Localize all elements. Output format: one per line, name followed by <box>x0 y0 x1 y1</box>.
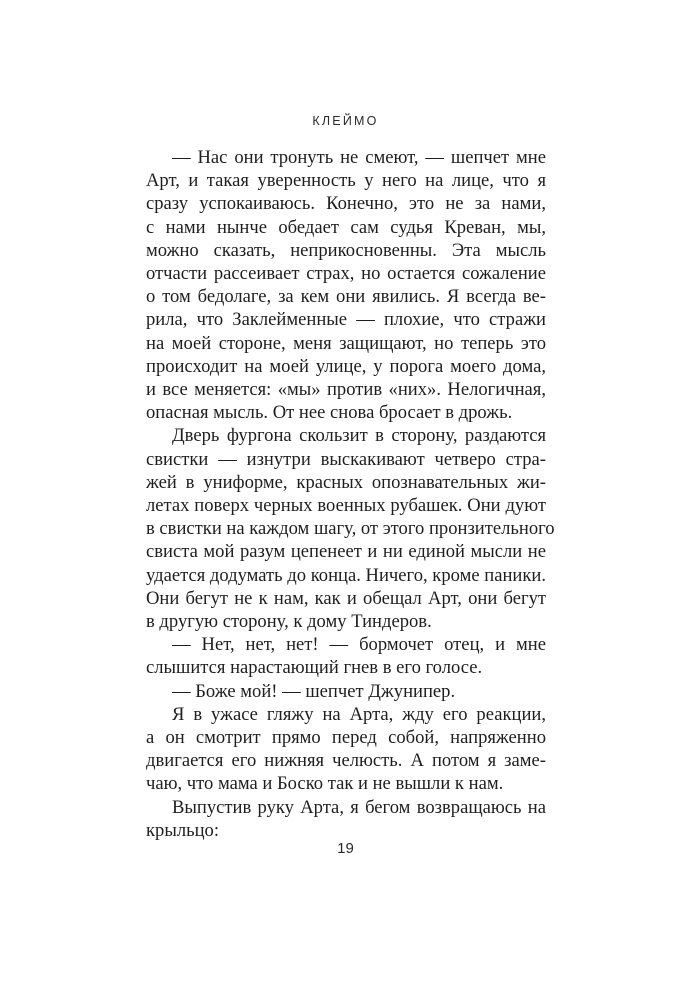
text-line: в другую сторону, к дому Тиндеров. <box>146 611 432 633</box>
text-line: о том бедолаге, за кем они явились. Я всегда ве- <box>146 286 546 308</box>
text-line: Они бегут не к нам, как и обещал Арт, они бегут <box>146 587 546 609</box>
paragraph <box>146 796 546 842</box>
text-line: чаю, что мама и Боско так и не вышли к нам. <box>146 773 504 795</box>
text-line: — Нет, нет, нет! — бормочет отец, и мне <box>172 634 546 656</box>
text-line: свиста мой разум цепенеет и ни единой мысли не <box>146 541 546 563</box>
text-line: свистки — изнутри выскакивают четверо стра- <box>146 448 546 470</box>
page-number: 19 <box>337 840 354 857</box>
paragraph <box>146 680 546 703</box>
paragraph <box>146 633 546 679</box>
text-line: летах поверх черных военных рубашек. Они дуют <box>146 495 546 517</box>
text-line: можно сказать, неприкосновенны. Эта мысль <box>146 239 546 261</box>
paragraph <box>146 703 546 796</box>
text-line: Дверь фургона скользит в сторону, раздаются <box>172 425 546 447</box>
text-line: опасная мысль. От нее снова бросает в дрожь. <box>146 402 513 424</box>
text-line: сразу успокаиваюсь. Конечно, это не за нами, <box>146 193 546 215</box>
text-line: — Нас они тронуть не смеют, — шепчет мне <box>172 147 546 168</box>
text-line: с нами нынче обедает сам судья Креван, мы, <box>146 216 546 238</box>
text-line: — Боже мой! — шепчет Джунипер. <box>172 680 456 702</box>
text-line: Я в ужасе гляжу на Арта, жду его реакции, <box>172 703 546 725</box>
page-body <box>146 146 555 842</box>
text-line: удается додумать до конца. Ничего, кроме паники. <box>146 564 546 586</box>
text-line: слышится нарастающий гнев в его голосе. <box>146 657 483 679</box>
text-line: рила, что Заклейменные — плохие, что стражи <box>146 309 546 331</box>
text-line: на моей стороне, меня защищают, но теперь это <box>146 332 546 354</box>
running-head: КЛЕЙМО <box>312 114 379 128</box>
text-line: отчасти рассеивает страх, но остается сожаление <box>146 263 546 285</box>
text-line: Арт, и такая уверенность у него на лице, что я <box>146 170 546 192</box>
text-line: и все меняется: «мы» против «них». Нелогичная, <box>146 379 546 401</box>
text-line: происходит на моей улице, у порога моего дома, <box>146 355 546 377</box>
text-line: Выпустив руку Арта, я бегом возвращаюсь на <box>172 796 546 818</box>
text-line: двигается его нижняя челюсть. А потом я заме- <box>146 750 546 772</box>
text-line: в свистки на каждом шагу, от этого пронзительного <box>146 518 555 540</box>
text-line: а он смотрит прямо перед собой, напряженно <box>146 727 546 749</box>
paragraph <box>146 424 555 633</box>
text-line: крыльцо: <box>146 819 219 841</box>
text-line: жей в униформе, красных опознавательных жи- <box>146 471 546 493</box>
paragraph <box>146 146 546 424</box>
